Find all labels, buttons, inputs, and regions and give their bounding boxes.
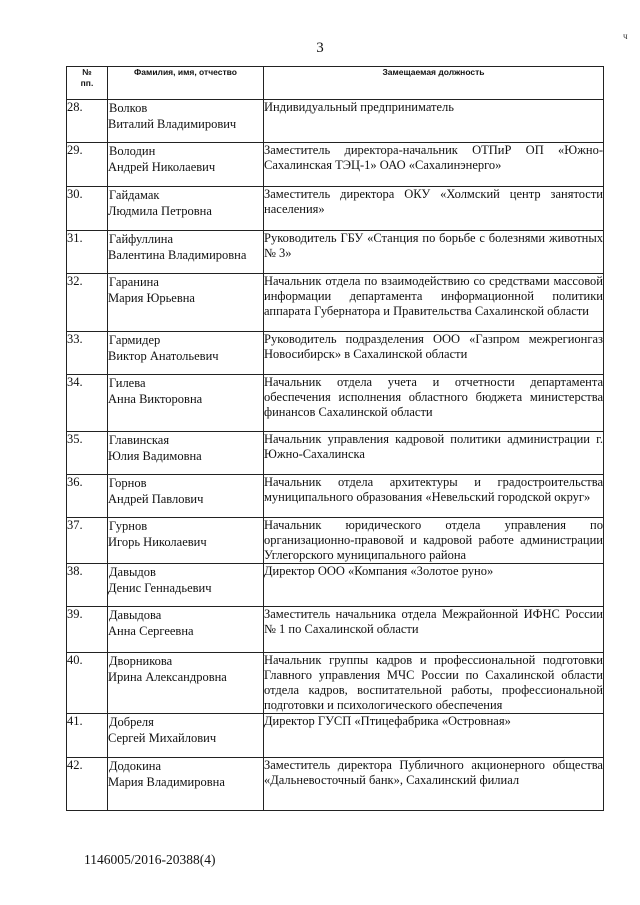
row-number: 28.	[67, 100, 108, 143]
header-number-line1: №	[82, 67, 92, 77]
table-row	[67, 143, 604, 187]
surname: Главинская	[109, 433, 170, 447]
given-names: Сергей Михайлович	[108, 731, 217, 745]
position-cell: Заместитель директора ОКУ «Холмский центр занятости населения»	[264, 187, 604, 231]
header-full-name: Фамилия, имя, отчество	[108, 67, 264, 100]
table-row	[67, 714, 604, 758]
given-names: Ирина Александровна	[108, 670, 227, 684]
header-number	[67, 67, 108, 100]
surname: Дворникова	[109, 654, 173, 668]
table-row	[67, 187, 604, 231]
row-number: 34.	[67, 375, 108, 432]
surname: Гармидер	[109, 333, 161, 347]
row-number: 30.	[67, 187, 108, 231]
given-names: Мария Юрьевна	[108, 291, 195, 305]
surname: Давыдова	[109, 608, 162, 622]
table-row	[67, 432, 604, 475]
personnel-table	[66, 66, 604, 811]
table-row	[67, 332, 604, 375]
row-number: 32.	[67, 274, 108, 332]
full-name-cell	[108, 758, 264, 811]
table-row	[67, 231, 604, 274]
surname: Володин	[109, 144, 156, 158]
surname: Гаранина	[109, 275, 159, 289]
full-name-cell	[108, 432, 264, 475]
position-cell: Начальник управления кадровой политики администрации г. Южно-Сахалинска	[264, 432, 604, 475]
full-name-cell	[108, 564, 264, 607]
position-cell: Руководитель подразделения ООО «Газпром межрегионгаз Новосибирск» в Сахалинской области	[264, 332, 604, 375]
position-cell: Заместитель директора-начальник ОТПиР ОП «Южно-Сахалинская ТЭЦ-1» ОАО «Сахалинэнерго»	[264, 143, 604, 187]
row-number: 42.	[67, 758, 108, 811]
row-number: 29.	[67, 143, 108, 187]
corner-mark: ч	[623, 31, 628, 41]
surname: Добреля	[109, 715, 154, 729]
table-row	[67, 607, 604, 653]
table-header-row	[67, 67, 604, 100]
document-code: 1146005/2016-20388(4)	[84, 852, 216, 867]
page-number: 3	[316, 40, 324, 56]
position-cell: Директор ГУСП «Птицефабрика «Островная»	[264, 714, 604, 758]
surname: Додокина	[109, 759, 162, 773]
full-name-cell	[108, 143, 264, 187]
surname: Волков	[109, 101, 148, 115]
full-name-cell	[108, 187, 264, 231]
given-names: Андрей Николаевич	[108, 160, 216, 174]
full-name-cell	[108, 518, 264, 564]
surname: Гайфуллина	[109, 232, 174, 246]
position-cell: Начальник юридического отдела управления по организационно-правовой и кадровой работе администрации Углегорского муниципального района	[264, 518, 603, 562]
given-names: Виталий Владимирович	[108, 117, 237, 131]
table-row	[67, 518, 604, 564]
full-name-cell	[108, 375, 264, 432]
position-cell: Начальник отдела учета и отчетности департамента обеспечения исполнения областного бюджета министерства финансов Сахалинской области	[264, 375, 604, 432]
full-name-cell	[108, 332, 264, 375]
position-cell: Начальник отдела архитектуры и градостроительства муниципального образования «Невельский городской округ»	[264, 475, 604, 518]
table-row	[67, 475, 604, 518]
row-number: 39.	[67, 607, 108, 653]
row-number: 41.	[67, 714, 108, 758]
given-names: Валентина Владимировна	[108, 248, 247, 262]
given-names: Юлия Вадимовна	[108, 449, 202, 463]
row-number: 40.	[67, 653, 108, 714]
full-name-cell	[108, 607, 264, 653]
full-name-cell	[108, 475, 264, 518]
full-name-cell	[108, 274, 264, 332]
position-cell: Индивидуальный предприниматель	[264, 100, 604, 143]
table-row	[67, 653, 604, 714]
given-names: Анна Викторовна	[108, 392, 203, 406]
full-name-cell	[108, 231, 264, 274]
position-cell: Начальник отдела по взаимодействию со средствами массовой информации департамента информационной политики аппарата Губернатора и Правительства Сахалинской области	[264, 274, 604, 332]
row-number: 35.	[67, 432, 108, 475]
surname: Гилева	[109, 376, 146, 390]
position-cell: Заместитель директора Публичного акционерного общества «Дальневосточный банк», Сахалинский филиал	[264, 758, 604, 811]
row-number: 33.	[67, 332, 108, 375]
position-cell: Руководитель ГБУ «Станция по борьбе с болезнями животных № 3»	[264, 231, 604, 274]
table-row	[67, 375, 604, 432]
given-names: Игорь Николаевич	[108, 535, 207, 549]
surname: Давыдов	[109, 565, 156, 579]
given-names: Людмила Петровна	[108, 204, 212, 218]
position-cell: Начальник группы кадров и профессиональной подготовки Главного управления МЧС России по Сахалинской области отдела кадров, воспитательной работы, профессиональной подготовки и психологического обеспечения	[264, 653, 603, 712]
surname: Горнов	[109, 476, 147, 490]
surname: Гурнов	[109, 519, 148, 533]
header-position: Замещаемая должность	[264, 67, 604, 100]
given-names: Денис Геннадьевич	[108, 581, 212, 595]
given-names: Мария Владимировна	[108, 775, 225, 789]
table-row	[67, 758, 604, 811]
table-row	[67, 274, 604, 332]
full-name-cell	[108, 714, 264, 758]
full-name-cell	[108, 653, 264, 714]
given-names: Анна Сергеевна	[108, 624, 194, 638]
table-row	[67, 100, 604, 143]
surname: Гайдамак	[109, 188, 160, 202]
full-name-cell	[108, 100, 264, 143]
header-number-line2: пп.	[80, 78, 94, 88]
given-names: Виктор Анатольевич	[108, 349, 219, 363]
position-cell: Директор ООО «Компания «Золотое руно»	[264, 564, 604, 607]
row-number: 36.	[67, 475, 108, 518]
row-number: 38.	[67, 564, 108, 607]
row-number: 37.	[67, 518, 108, 564]
table-row	[67, 564, 604, 607]
given-names: Андрей Павлович	[108, 492, 204, 506]
row-number: 31.	[67, 231, 108, 274]
position-cell: Заместитель начальника отдела Межрайонной ИФНС России № 1 по Сахалинской области	[264, 607, 604, 653]
